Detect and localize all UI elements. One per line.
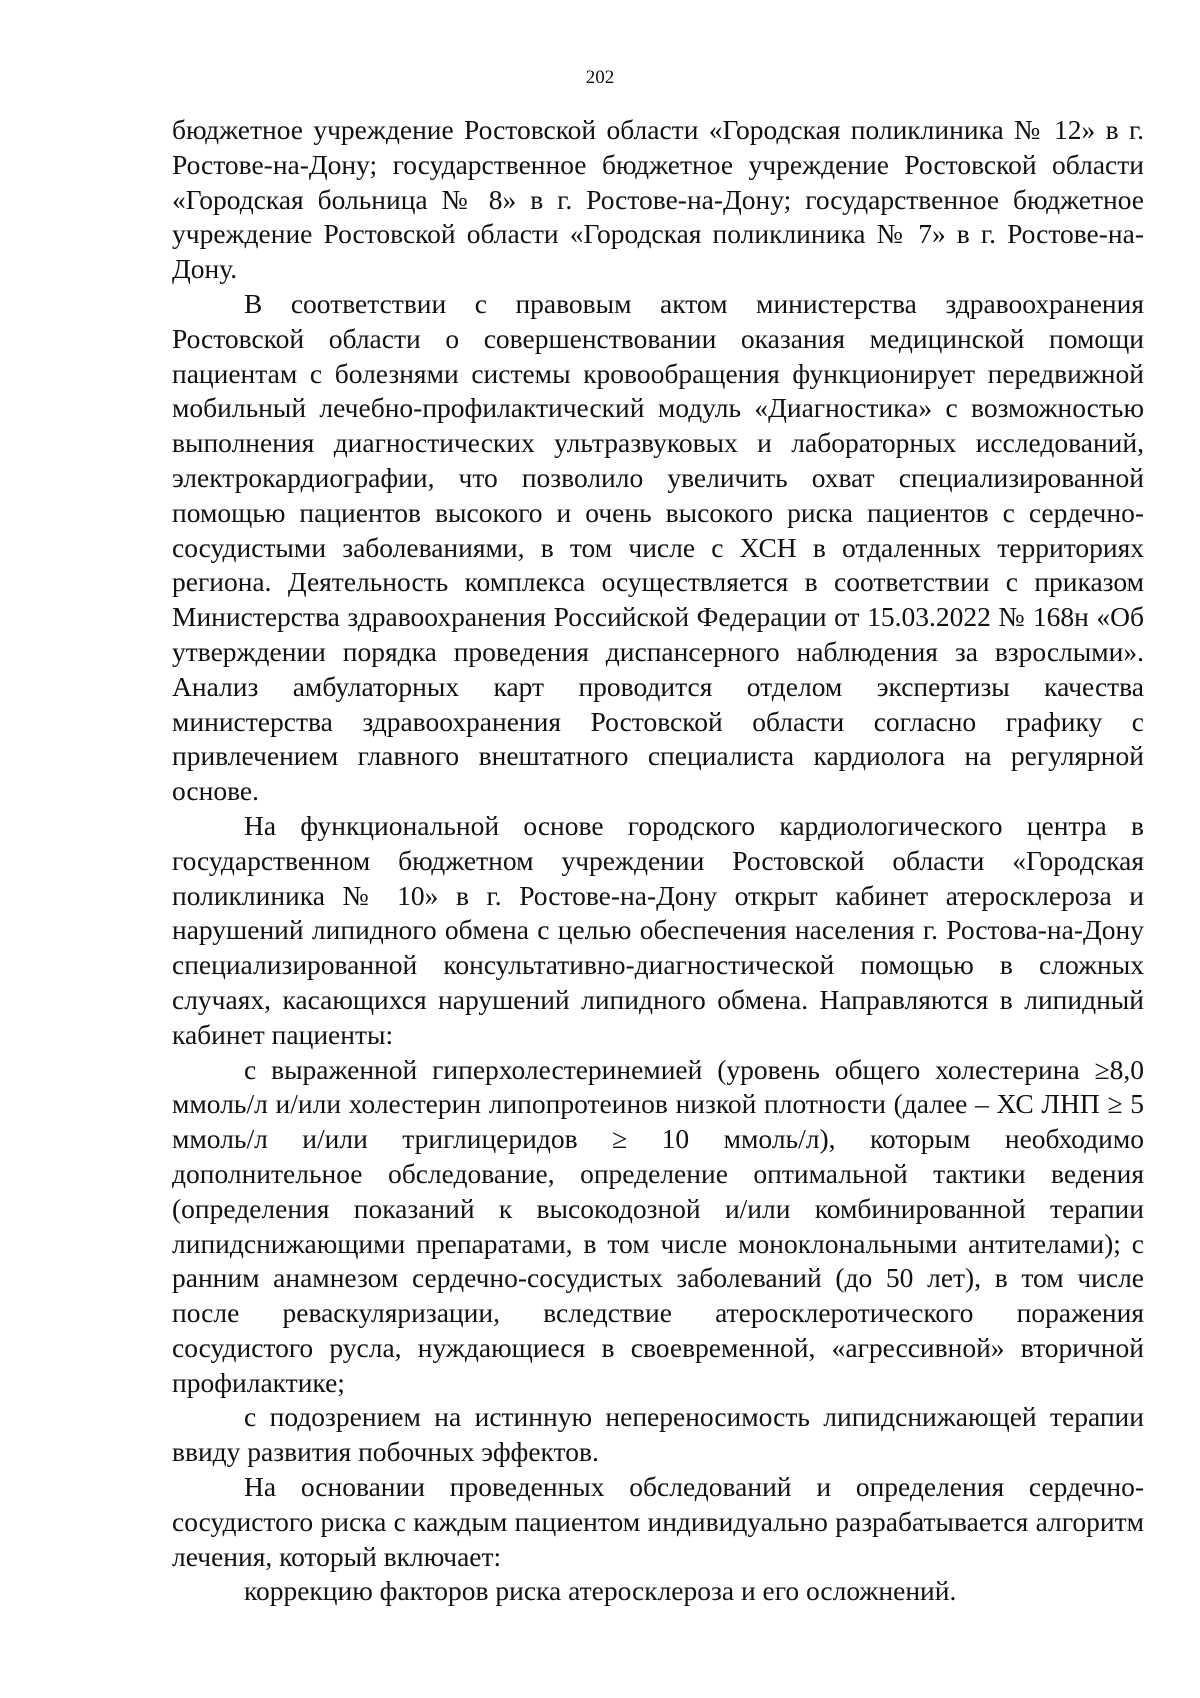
page-number: 202 bbox=[585, 67, 615, 88]
paragraph-institutions-continued: бюджетное учреждение Ростовской области «Городская поликлиника № 12» в г. Ростове-на-Дону; государственное бюджетное учреждение Ростовской области «Городская больница № 8» в г. Ростове-на-Дону; государственное бюджетное учреждение Ростовской области «Городская поликлиника № 7» в г. Ростове-на-Дону. bbox=[172, 114, 1144, 285]
paragraph-therapy-intolerance: с подозрением на истинную непереносимость липидснижающей терапии ввиду развития побочных эффектов. bbox=[172, 1401, 1144, 1468]
paragraph-risk-factor-correction: коррекцию факторов риска атеросклероза и его осложнений. bbox=[244, 1575, 957, 1607]
document-body bbox=[172, 113, 1144, 1609]
paragraph-mobile-diagnostic-module: В соответствии с правовым актом министерства здравоохранения Ростовской области о совершенствовании оказания медицинской помощи пациентам с болезнями системы кровообращения функционирует передвижной мобильный лечебно-профилактический модуль «Диагностика» с возможностью выполнения диагностических ультразвуковых и лабораторных исследований, электрокардиографии, что позволило увеличить охват специализированной помощью пациентов высокого и очень высокого риска пациентов с сердечно-сосудистыми заболеваниями, в том числе с ХСН в отдаленных территориях региона. Деятельность комплекса осуществляется в соответствии с приказом Министерства здравоохранения Российской Федерации от 15.03.2022 № 168н «Об утверждении порядка проведения диспансерного наблюдения за взрослыми». Анализ амбулаторных карт проводится отделом экспертизы качества министерства здравоохранения Ростовской области согласно графику с привлечением главного внештатного специалиста кардиолога на регулярной основе. bbox=[172, 287, 1144, 807]
paragraph-hypercholesterolemia-criteria: с выраженной гиперхолестеринемией (уровень общего холестерина ≥8,0 ммоль/л и/или холестерин липопротеинов низкой плотности (далее – ХС ЛНП ≥ 5 ммоль/л и/или триглицеридов ≥ 10 ммоль/л), которым необходимо дополнительное обследование, определение оптимальной тактики ведения (определения показаний к высокодозной и/или комбинированной терапии липидснижающими препаратами, в том числе моноклональными антителами); с ранним анамнезом сердечно-сосудистых заболеваний (до 50 лет), в том числе после реваскуляризации, вследствие атеросклеротического поражения сосудистого русла, нуждающиеся в своевременной, «агрессивной» вторичной профилактике; bbox=[172, 1053, 1144, 1398]
paragraph-lipid-clinic: На функциональной основе городского кардиологического центра в государственном бюджетном учреждении Ростовской области «Городская поликлиника № 10» в г. Ростове-на-Дону открыт кабинет атеросклероза и нарушений липидного обмена с целью обеспечения населения г. Ростова-на-Дону специализированной консультативно-диагностической помощью в сложных случаях, касающихся нарушений липидного обмена. Направляются в липидный кабинет пациенты: bbox=[172, 809, 1144, 1050]
paragraph-treatment-algorithm: На основании проведенных обследований и определения сердечно-сосудистого риска с каждым пациентом индивидуально разрабатывается алгоритм лечения, который включает: bbox=[172, 1471, 1144, 1572]
